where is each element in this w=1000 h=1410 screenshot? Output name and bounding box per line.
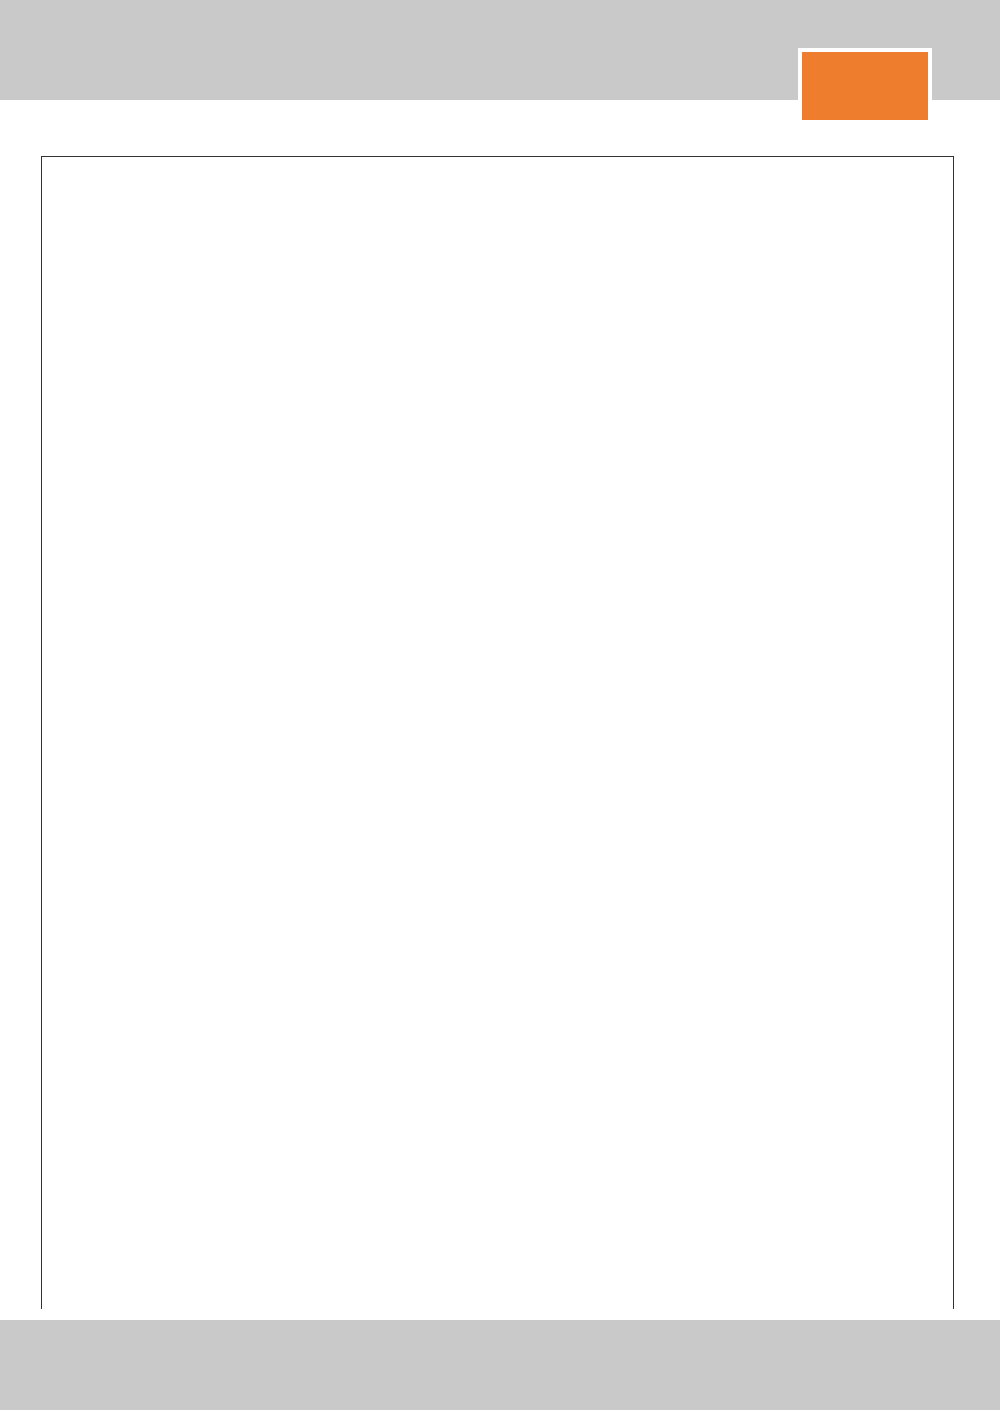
footer-band (0, 1320, 1000, 1410)
program-table (41, 156, 954, 1309)
kulturkessel-logo (798, 48, 932, 124)
